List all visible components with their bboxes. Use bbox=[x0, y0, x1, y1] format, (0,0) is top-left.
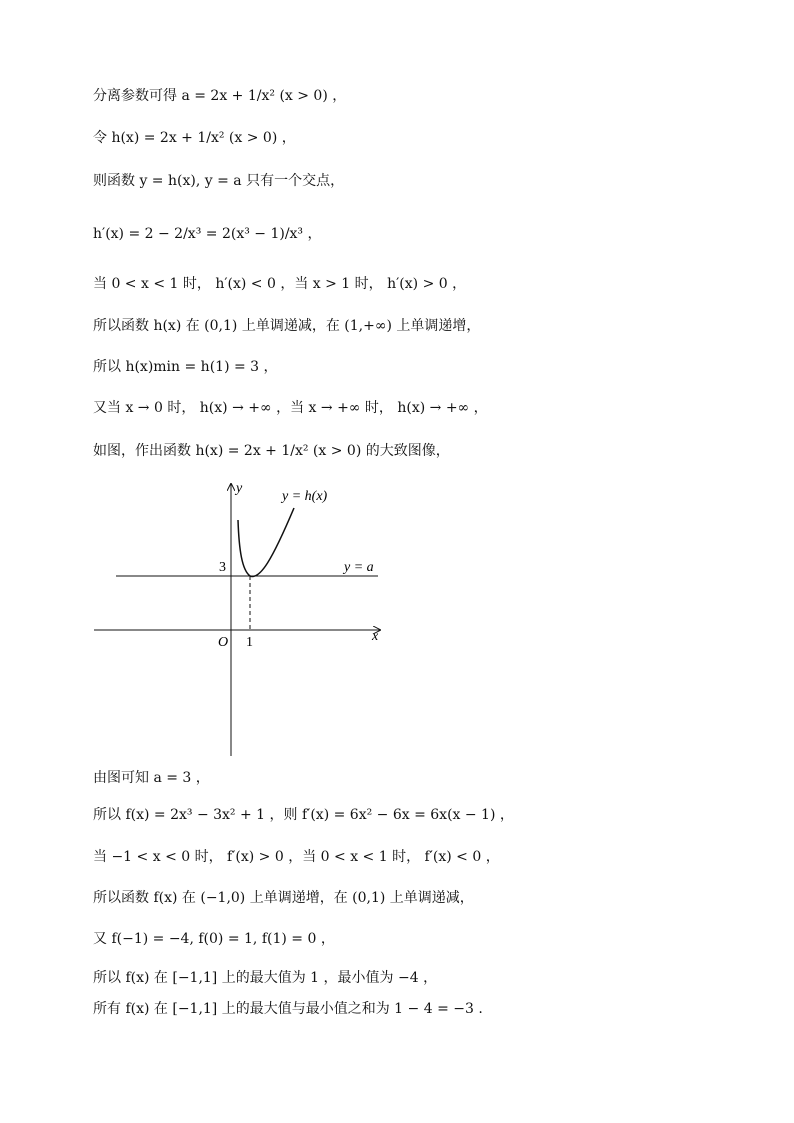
line-label: y = a bbox=[344, 560, 374, 575]
text-line-8 bbox=[93, 398, 488, 418]
line-12-text: 当 −1 < x < 0 时， f′(x) > 0 ，当 0 < x < 1 时， f′(x) < 0 ， bbox=[93, 849, 500, 865]
text-line-14 bbox=[93, 929, 335, 949]
line-3-text: 则函数 y = h(x), y = a 只有一个交点， bbox=[93, 173, 345, 189]
text-line-4 bbox=[93, 224, 322, 244]
text-line-12 bbox=[93, 847, 500, 867]
text-line-3 bbox=[93, 171, 344, 191]
line-1-text: 分离参数可得 a = 2x + 1/x² (x > 0) ， bbox=[93, 88, 347, 104]
text-line-16 bbox=[93, 999, 483, 1019]
text-line-9 bbox=[93, 441, 450, 461]
y-axis-label: y bbox=[236, 481, 243, 496]
text-line-1 bbox=[93, 86, 346, 106]
y-tick-label: 3 bbox=[219, 560, 226, 575]
line-2-text: 令 h(x) = 2x + 1/x² (x > 0) ， bbox=[93, 130, 296, 146]
text-line-13 bbox=[93, 888, 474, 908]
curve-label: y = h(x) bbox=[282, 489, 328, 504]
text-line-2 bbox=[93, 128, 296, 148]
text-line-10 bbox=[93, 768, 210, 788]
function-graph bbox=[92, 480, 392, 760]
line-6-text: 所以函数 h(x) 在 (0,1) 上单调递减，在 (1,+∞) 上单调递增， bbox=[93, 318, 481, 334]
text-line-11 bbox=[93, 805, 514, 825]
line-14-text: 又 f(−1) = −4, f(0) = 1, f(1) = 0 ， bbox=[93, 931, 335, 947]
line-10-text: 由图可知 a = 3 ， bbox=[93, 770, 210, 786]
line-4-text: h′(x) = 2 − 2/x³ = 2(x³ − 1)/x³ ， bbox=[93, 226, 322, 242]
text-line-5 bbox=[93, 274, 466, 294]
line-7-text: 所以 h(x)min = h(1) = 3 ， bbox=[93, 359, 278, 375]
line-13-text: 所以函数 f(x) 在 (−1,0) 上单调递增，在 (0,1) 上单调递减， bbox=[93, 890, 474, 906]
x-tick-label: 1 bbox=[246, 635, 253, 650]
text-line-7 bbox=[93, 357, 278, 377]
line-15-text: 所以 f(x) 在 [−1,1] 上的最大值为 1 ，最小值为 −4 ， bbox=[93, 970, 438, 986]
origin-label: O bbox=[218, 635, 229, 650]
x-axis-label: x bbox=[372, 629, 379, 644]
text-line-15 bbox=[93, 968, 437, 988]
line-16-text: 所有 f(x) 在 [−1,1] 上的最大值与最小值之和为 1 − 4 = −3 . bbox=[93, 1001, 483, 1017]
line-11-text: 所以 f(x) = 2x³ − 3x² + 1 ，则 f′(x) = 6x² − 6x = 6x(x − 1) ， bbox=[93, 807, 514, 823]
line-9-text: 如图，作出函数 h(x) = 2x + 1/x² (x > 0) 的大致图像， bbox=[93, 443, 450, 459]
line-8-text: 又当 x → 0 时， h(x) → +∞ ，当 x → +∞ 时， h(x) → +∞ ， bbox=[93, 400, 488, 416]
curve-h-of-x bbox=[238, 508, 294, 576]
line-5-text: 当 0 < x < 1 时， h′(x) < 0 ，当 x > 1 时， h′(x) > 0 ， bbox=[93, 276, 467, 292]
text-line-6 bbox=[93, 316, 480, 336]
